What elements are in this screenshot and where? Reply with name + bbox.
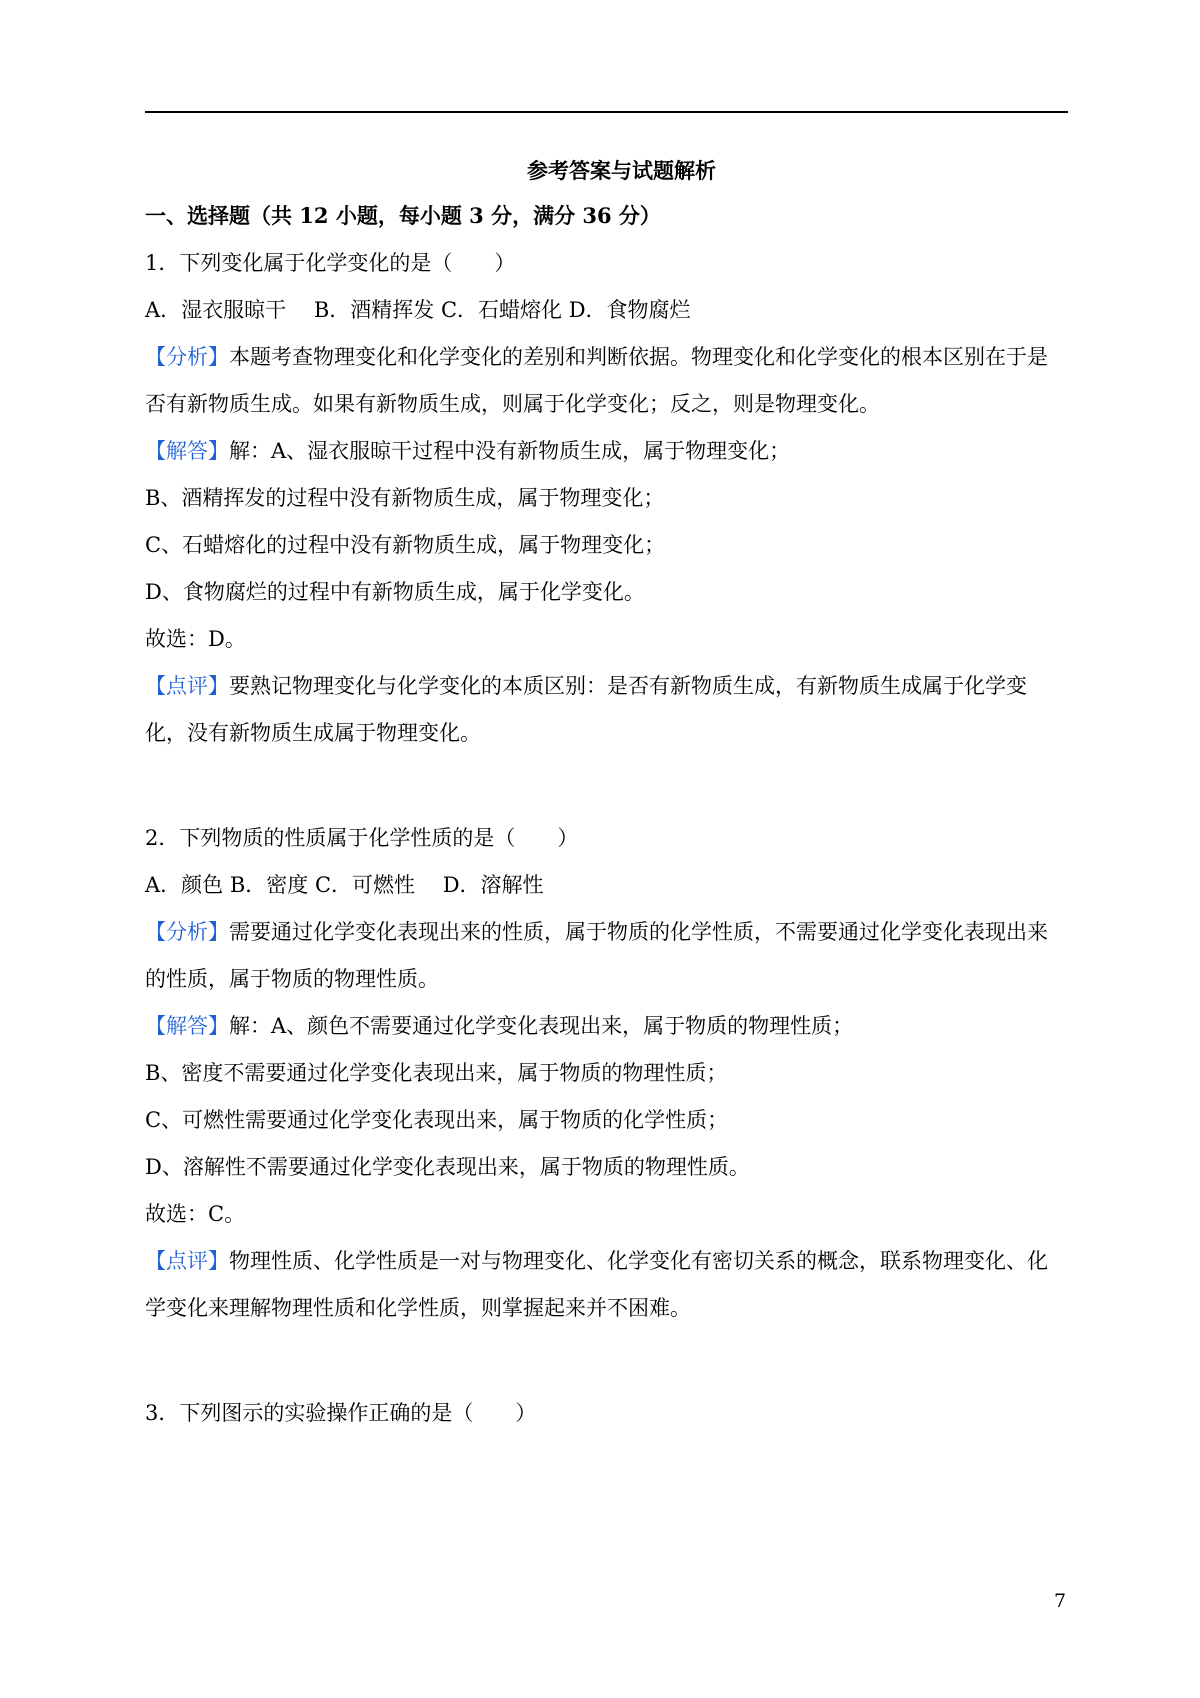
analysis-text: 本题考查物理变化和化学变化的差别和判断依据。物理变化和化学变化的根本区别在于是否有新物质生成。如果有新物质生成，则属于化学变化；反之，则是物理变化。: [145, 345, 1048, 416]
question-1: [145, 240, 1068, 757]
question-stem: 2．下列物质的性质属于化学性质的是（ ）: [145, 826, 579, 850]
answer-tag: 【解答】: [145, 439, 229, 463]
answer-line: C、可燃性需要通过化学变化表现出来，属于物质的化学性质；: [145, 1108, 729, 1132]
question-3: [145, 1390, 1068, 1437]
comment-paragraph: [145, 663, 1068, 757]
comment-text: 物理性质、化学性质是一对与物理变化、化学变化有密切关系的概念，联系物理变化、化学变化来理解物理性质和化学性质，则掌握起来并不困难。: [145, 1249, 1048, 1320]
question-options: A．湿衣服晾干 B．酒精挥发 C．石蜡熔化 D．食物腐烂: [145, 298, 691, 322]
answer-line: D、溶解性不需要通过化学变化表现出来，属于物质的物理性质。: [145, 1155, 750, 1179]
section-heading: 一、选择题（共 12 小题，每小题 3 分，满分 36 分）: [145, 203, 661, 228]
analysis-tag: 【分析】: [145, 345, 229, 369]
question-spacer: [145, 757, 1068, 815]
answer-line: B、酒精挥发的过程中没有新物质生成，属于物理变化；: [145, 486, 665, 510]
question-stem: 1．下列变化属于化学变化的是（ ）: [145, 251, 516, 275]
answer-choice: 故选：D。: [145, 627, 246, 651]
question-2: [145, 815, 1068, 1332]
comment-paragraph: [145, 1238, 1068, 1332]
answer-line: B、密度不需要通过化学变化表现出来，属于物质的物理性质；: [145, 1061, 728, 1085]
comment-tag: 【点评】: [145, 674, 229, 698]
answer-line: C、石蜡熔化的过程中没有新物质生成，属于物理变化；: [145, 533, 666, 557]
question-options: A．颜色 B．密度 C．可燃性 D．溶解性: [145, 873, 544, 897]
analysis-text: 需要通过化学变化表现出来的性质，属于物质的化学性质，不需要通过化学变化表现出来的性质，属于物质的物理性质。: [145, 920, 1048, 991]
comment-text: 要熟记物理变化与化学变化的本质区别：是否有新物质生成，有新物质生成属于化学变化，没有新物质生成属于物理变化。: [145, 674, 1027, 745]
question-stem: 3．下列图示的实验操作正确的是（ ）: [145, 1401, 537, 1425]
answer-tag: 【解答】: [145, 1014, 229, 1038]
comment-tag: 【点评】: [145, 1249, 229, 1273]
question-spacer: [145, 1332, 1068, 1390]
header-rule: [145, 111, 1068, 113]
answer-choice: 故选：C。: [145, 1202, 246, 1226]
page-title: 参考答案与试题解析: [527, 158, 716, 183]
answer-line: 【解答】解：A、湿衣服晾干过程中没有新物质生成，属于物理变化；: [145, 439, 791, 463]
document-body: [145, 150, 1068, 1437]
page-number: 7: [1054, 1590, 1067, 1612]
answer-line: D、食物腐烂的过程中有新物质生成，属于化学变化。: [145, 580, 645, 604]
analysis-paragraph: [145, 909, 1068, 1003]
analysis-tag: 【分析】: [145, 920, 229, 944]
analysis-paragraph: [145, 334, 1068, 428]
answer-line: 【解答】解：A、颜色不需要通过化学变化表现出来，属于物质的物理性质；: [145, 1014, 854, 1038]
